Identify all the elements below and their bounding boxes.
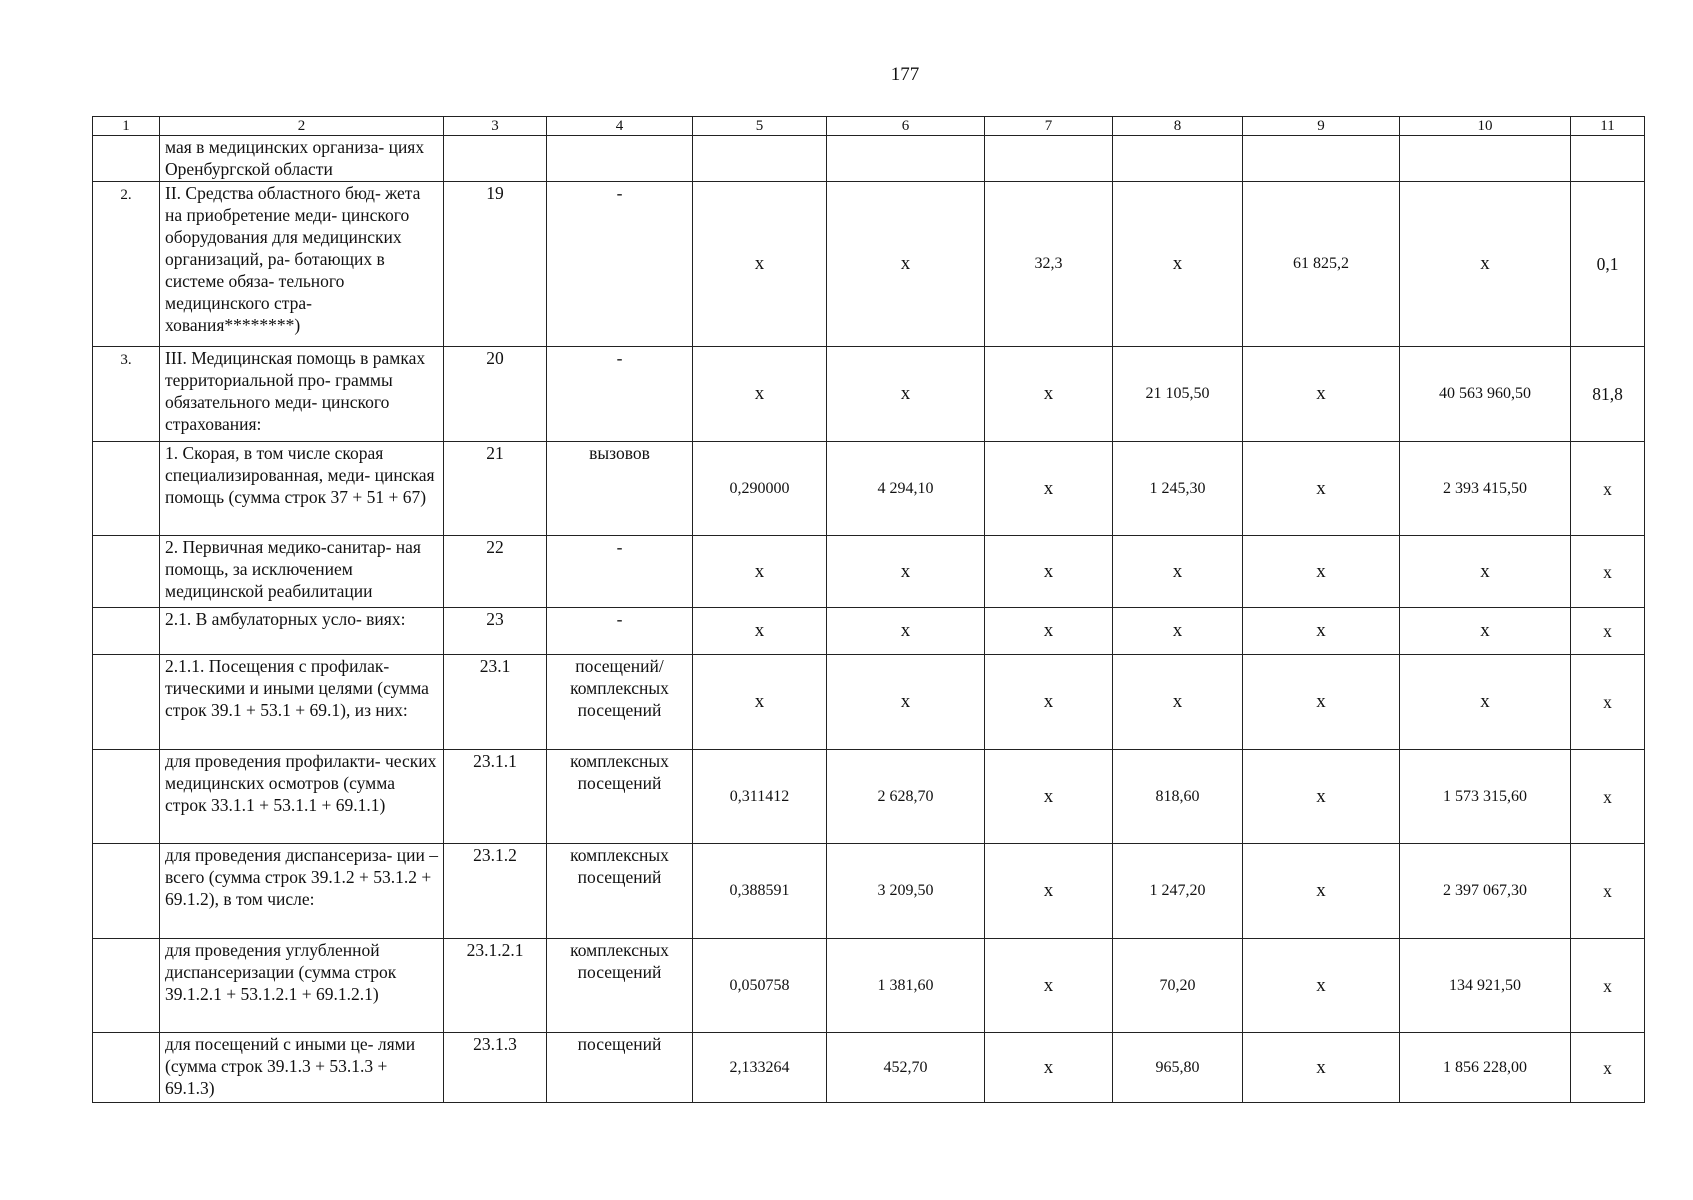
cell-col-2: 2.1. В амбулаторных усло- виях: (160, 608, 444, 655)
cell-col-11 (1571, 136, 1645, 182)
column-header-2: 2 (160, 117, 444, 136)
cell-col-4 (547, 136, 693, 182)
cell-col-9: х (1243, 939, 1400, 1033)
table-row (93, 608, 1645, 655)
cell-col-4: комплексных посещений (547, 750, 693, 844)
cell-col-7: х (985, 750, 1113, 844)
cell-col-8: х (1113, 536, 1243, 608)
cell-col-11: х (1571, 1033, 1645, 1103)
table-row (93, 182, 1645, 347)
cell-col-4: - (547, 182, 693, 347)
cell-col-6: х (827, 608, 985, 655)
cell-col-3: 23.1 (444, 655, 547, 750)
cell-col-5: х (693, 536, 827, 608)
cell-col-7: х (985, 939, 1113, 1033)
cell-col-9: х (1243, 750, 1400, 844)
cell-col-2: 2. Первичная медико-санитар- ная помощь, за исключением медицинской реабилитации (160, 536, 444, 608)
cell-col-9: х (1243, 536, 1400, 608)
cell-col-4: посещений (547, 1033, 693, 1103)
cell-col-10: х (1400, 536, 1571, 608)
cell-col-8: 818,60 (1113, 750, 1243, 844)
cell-col-10: 2 397 067,30 (1400, 844, 1571, 939)
cell-col-4: - (547, 608, 693, 655)
cell-col-2: для проведения углубленной диспансеризации (сумма строк 39.1.2.1 + 53.1.2.1 + 69.1.2.1) (160, 939, 444, 1033)
table-row (93, 844, 1645, 939)
cell-col-6: 452,70 (827, 1033, 985, 1103)
cell-col-8: 1 245,30 (1113, 442, 1243, 536)
cell-col-10: 1 856 228,00 (1400, 1033, 1571, 1103)
table-row (93, 442, 1645, 536)
cell-col-2: для проведения диспансериза- ции – всего (сумма строк 39.1.2 + 53.1.2 + 69.1.2), в том числе: (160, 844, 444, 939)
cell-col-5 (693, 136, 827, 182)
cell-col-6: х (827, 655, 985, 750)
cell-col-5: х (693, 655, 827, 750)
cell-col-6: х (827, 347, 985, 442)
table-row (93, 1033, 1645, 1103)
cell-col-8: 965,80 (1113, 1033, 1243, 1103)
cell-col-1 (93, 442, 160, 536)
cell-col-5: 0,311412 (693, 750, 827, 844)
cell-col-5: х (693, 608, 827, 655)
cell-col-10: 134 921,50 (1400, 939, 1571, 1033)
table-row (93, 136, 1645, 182)
cell-col-3: 23.1.3 (444, 1033, 547, 1103)
cell-col-6: х (827, 182, 985, 347)
cell-col-3: 23.1.2 (444, 844, 547, 939)
cell-col-7: 32,3 (985, 182, 1113, 347)
cell-col-9: х (1243, 844, 1400, 939)
cell-col-3: 23 (444, 608, 547, 655)
cell-col-5: 0,050758 (693, 939, 827, 1033)
cell-col-11: х (1571, 608, 1645, 655)
table-row (93, 939, 1645, 1033)
cell-col-9: х (1243, 347, 1400, 442)
column-header-5: 5 (693, 117, 827, 136)
cell-col-2: II. Средства областного бюд- жета на приобретение меди- цинского оборудования для медицинских организаций, ра- ботающих в системе обяза- тельного медицинского стра- хования********) (160, 182, 444, 347)
cell-col-7: х (985, 536, 1113, 608)
cell-col-10 (1400, 136, 1571, 182)
cell-col-7: х (985, 347, 1113, 442)
cell-col-6: 1 381,60 (827, 939, 985, 1033)
cell-col-9: х (1243, 1033, 1400, 1103)
cell-col-6 (827, 136, 985, 182)
cell-col-8: 70,20 (1113, 939, 1243, 1033)
cell-col-2: мая в медицинских организа- циях Оренбургской области (160, 136, 444, 182)
cell-col-3: 21 (444, 442, 547, 536)
cell-col-11: х (1571, 939, 1645, 1033)
cell-col-6: 3 209,50 (827, 844, 985, 939)
cell-col-2: для посещений с иными це- лями (сумма строк 39.1.3 + 53.1.3 + 69.1.3) (160, 1033, 444, 1103)
column-header-8: 8 (1113, 117, 1243, 136)
column-header-7: 7 (985, 117, 1113, 136)
cell-col-4: вызовов (547, 442, 693, 536)
cell-col-5: 2,133264 (693, 1033, 827, 1103)
cell-col-6: 4 294,10 (827, 442, 985, 536)
cell-col-5: х (693, 347, 827, 442)
column-header-9: 9 (1243, 117, 1400, 136)
cell-col-9: х (1243, 655, 1400, 750)
cell-col-9: 61 825,2 (1243, 182, 1400, 347)
column-header-3: 3 (444, 117, 547, 136)
cell-col-8: х (1113, 608, 1243, 655)
column-header-11: 11 (1571, 117, 1645, 136)
cell-col-3: 23.1.1 (444, 750, 547, 844)
cell-col-11: х (1571, 844, 1645, 939)
cell-col-1 (93, 939, 160, 1033)
cell-col-2: III. Медицинская помощь в рамках территориальной про- граммы обязательного меди- цинского страхования: (160, 347, 444, 442)
cell-col-1 (93, 1033, 160, 1103)
cell-col-5: х (693, 182, 827, 347)
table-row (93, 750, 1645, 844)
cell-col-7: х (985, 1033, 1113, 1103)
cell-col-10: х (1400, 182, 1571, 347)
table-row (93, 347, 1645, 442)
cell-col-3: 22 (444, 536, 547, 608)
cell-col-5: 0,290000 (693, 442, 827, 536)
cell-col-11: х (1571, 655, 1645, 750)
cell-col-7: х (985, 844, 1113, 939)
cell-col-2: 2.1.1. Посещения с профилак- тическими и иными целями (сумма строк 39.1 + 53.1 + 69.1), из них: (160, 655, 444, 750)
cell-col-2: для проведения профилакти- ческих медицинских осмотров (сумма строк 33.1.1 + 53.1.1 + 69.1.1) (160, 750, 444, 844)
cell-col-11: х (1571, 442, 1645, 536)
cell-col-7: х (985, 608, 1113, 655)
cell-col-4: посещений/ комплексных посещений (547, 655, 693, 750)
cell-col-2: 1. Скорая, в том числе скорая специализированная, меди- цинская помощь (сумма строк 37 + 51 + 67) (160, 442, 444, 536)
column-header-1: 1 (93, 117, 160, 136)
budget-table (92, 116, 1645, 1103)
cell-col-11: 81,8 (1571, 347, 1645, 442)
cell-col-10: 2 393 415,50 (1400, 442, 1571, 536)
cell-col-10: х (1400, 608, 1571, 655)
column-header-10: 10 (1400, 117, 1571, 136)
table-row (93, 536, 1645, 608)
cell-col-9: х (1243, 442, 1400, 536)
cell-col-4: - (547, 347, 693, 442)
cell-col-4: - (547, 536, 693, 608)
cell-col-4: комплексных посещений (547, 844, 693, 939)
cell-col-10: х (1400, 655, 1571, 750)
cell-col-7 (985, 136, 1113, 182)
cell-col-3: 19 (444, 182, 547, 347)
table-row (93, 655, 1645, 750)
table-body (93, 136, 1645, 1103)
cell-col-8: х (1113, 655, 1243, 750)
cell-col-6: х (827, 536, 985, 608)
cell-col-7: х (985, 655, 1113, 750)
cell-col-11: 0,1 (1571, 182, 1645, 347)
cell-col-9: х (1243, 608, 1400, 655)
cell-col-1: 3. (93, 347, 160, 442)
cell-col-6: 2 628,70 (827, 750, 985, 844)
cell-col-3 (444, 136, 547, 182)
cell-col-7: х (985, 442, 1113, 536)
cell-col-4: комплексных посещений (547, 939, 693, 1033)
cell-col-3: 20 (444, 347, 547, 442)
cell-col-1 (93, 608, 160, 655)
cell-col-3: 23.1.2.1 (444, 939, 547, 1033)
cell-col-5: 0,388591 (693, 844, 827, 939)
cell-col-1 (93, 750, 160, 844)
column-header-4: 4 (547, 117, 693, 136)
cell-col-1 (93, 844, 160, 939)
cell-col-8: 21 105,50 (1113, 347, 1243, 442)
cell-col-10: 40 563 960,50 (1400, 347, 1571, 442)
cell-col-11: х (1571, 536, 1645, 608)
cell-col-8 (1113, 136, 1243, 182)
cell-col-10: 1 573 315,60 (1400, 750, 1571, 844)
cell-col-1 (93, 536, 160, 608)
cell-col-11: х (1571, 750, 1645, 844)
cell-col-8: х (1113, 182, 1243, 347)
cell-col-1: 2. (93, 182, 160, 347)
cell-col-9 (1243, 136, 1400, 182)
cell-col-1 (93, 655, 160, 750)
page-number: 177 (890, 64, 920, 85)
column-number-row (93, 117, 1645, 136)
cell-col-1 (93, 136, 160, 182)
column-header-6: 6 (827, 117, 985, 136)
cell-col-8: 1 247,20 (1113, 844, 1243, 939)
